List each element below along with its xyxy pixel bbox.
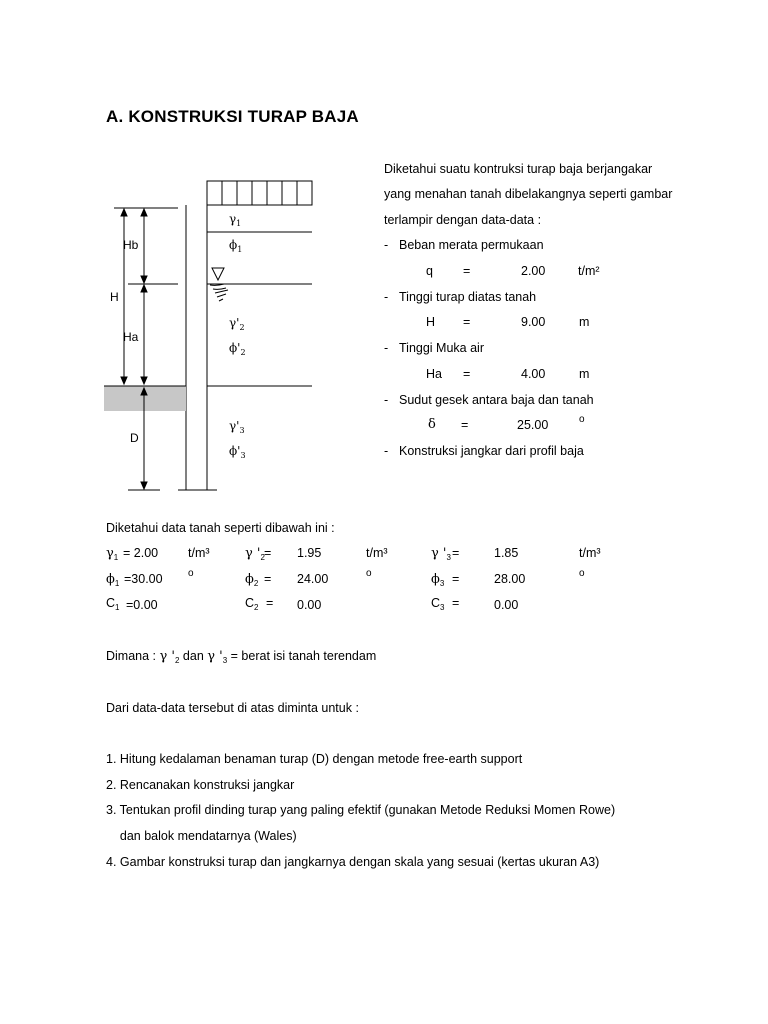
item-label: Beban merata permukaan	[399, 238, 544, 252]
soil-unit: o	[579, 568, 585, 579]
label-phi3: $\phi'_3$	[229, 444, 246, 460]
label-d: D	[130, 431, 139, 445]
label-gamma3: $\gamma'_3$	[229, 419, 245, 435]
soil-equals: =	[452, 546, 460, 560]
item-label: Tinggi Muka air	[399, 341, 484, 355]
task-item: 3. Tentukan profil dinding turap yang paling efektif (gunakan Metode Reduksi Momen Rowe)	[106, 803, 616, 817]
soil-value: 1.95	[297, 546, 322, 560]
intro-line-2: yang menahan tanah dibelakangnya seperti gambar	[384, 187, 673, 201]
task-item: dan balok mendatarnya (Wales)	[106, 829, 297, 843]
item-value: 2.00	[521, 264, 546, 278]
task-item: 2. Rencanakan konstruksi jangkar	[106, 778, 295, 792]
soil-unit: o	[188, 568, 194, 579]
soil-value: 0.00	[297, 598, 322, 612]
item-bullet: -	[384, 238, 389, 252]
item-equals: =	[463, 264, 471, 278]
soil-unit: t/m³	[366, 546, 388, 560]
soil-layer-lines	[207, 232, 312, 386]
task-item: 4. Gambar konstruksi turap dan jangkarnya dengan skala yang sesuai (kertas ukuran A3)	[106, 855, 600, 869]
soil-unit: o	[366, 568, 372, 579]
soil-unit: t/m³	[579, 546, 601, 560]
label-phi1: $\phi_1$	[229, 238, 243, 254]
item-symbol: q	[426, 264, 433, 278]
item-bullet: -	[384, 290, 389, 304]
task-item: 1. Hitung kedalaman benaman turap (D) dengan metode free-earth support	[106, 752, 523, 766]
item-value: 25.00	[517, 418, 549, 432]
soil-param-c3: $C_3$	[431, 596, 445, 612]
label-phi2: $\phi'_2$	[229, 341, 246, 357]
request-heading: Dari data-data tersebut di atas diminta untuk :	[106, 701, 359, 715]
soil-param-gamma1: $\gamma_1$	[106, 546, 119, 562]
item-equals: =	[463, 367, 471, 381]
soil-data-heading: Diketahui data tanah seperti dibawah ini :	[106, 521, 335, 535]
soil-param-gamma2: γ '$_2$	[245, 546, 265, 562]
item-label: Tinggi turap diatas tanah	[399, 290, 537, 304]
label-ha: Ha	[123, 330, 139, 344]
item-label: Konstruksi jangkar dari profil baja	[399, 444, 584, 458]
soil-param-phi3: $\phi_3$	[431, 572, 445, 588]
soil-value: =0.00	[126, 598, 158, 612]
item-bullet: -	[384, 393, 389, 407]
soil-param-c2: $C_2$	[245, 596, 259, 612]
soil-value: 1.85	[494, 546, 519, 560]
intro-line-1: Diketahui suatu kontruksi turap baja berjangakar	[384, 162, 653, 176]
soil-equals: =	[452, 572, 460, 586]
label-hb: Hb	[123, 238, 139, 252]
note-line: Dimana : γ '$_2$ dan γ '$_3$ = berat isi tanah terendam	[106, 649, 377, 665]
item-symbol: δ	[428, 417, 436, 432]
soil-param-gamma3: γ '$_3$	[431, 546, 451, 562]
item-equals: =	[463, 315, 471, 329]
soil-unit: t/m³	[188, 546, 210, 560]
item-equals: =	[461, 418, 469, 432]
item-bullet: -	[384, 341, 389, 355]
soil-equals: =	[264, 572, 272, 586]
label-gamma2: $\gamma'_2$	[229, 316, 245, 332]
label-h: H	[110, 290, 119, 304]
soil-value: 28.00	[494, 572, 526, 586]
item-symbol: Ha	[426, 367, 442, 381]
soil-equals: =	[266, 596, 274, 610]
soil-value: 0.00	[494, 598, 519, 612]
soil-equals: =	[452, 596, 460, 610]
soil-equals: =	[264, 546, 272, 560]
item-unit: t/m²	[578, 264, 600, 278]
soil-value: =30.00	[124, 572, 163, 586]
soil-param-phi2: $\phi_2$	[245, 572, 259, 588]
item-bullet: -	[384, 444, 389, 458]
soil-param-phi1: $\phi_1$	[106, 572, 120, 588]
item-unit: o	[579, 414, 585, 425]
soil-value: = 2.00	[123, 546, 159, 560]
label-gamma1: $\gamma_1$	[229, 212, 242, 228]
surcharge-load	[207, 181, 312, 205]
item-label: Sudut gesek antara baja dan tanah	[399, 393, 594, 407]
item-value: 9.00	[521, 315, 546, 329]
soil-param-c1: $C_1$	[106, 596, 120, 612]
sheet-pile	[178, 181, 217, 490]
item-value: 4.00	[521, 367, 546, 381]
item-unit: m	[579, 367, 590, 381]
item-symbol: H	[426, 315, 436, 329]
page-title: A. KONSTRUKSI TURAP BAJA	[106, 107, 359, 126]
soil-value: 24.00	[297, 572, 329, 586]
intro-line-3: terlampir dengan data-data :	[384, 213, 542, 227]
item-unit: m	[579, 315, 590, 329]
